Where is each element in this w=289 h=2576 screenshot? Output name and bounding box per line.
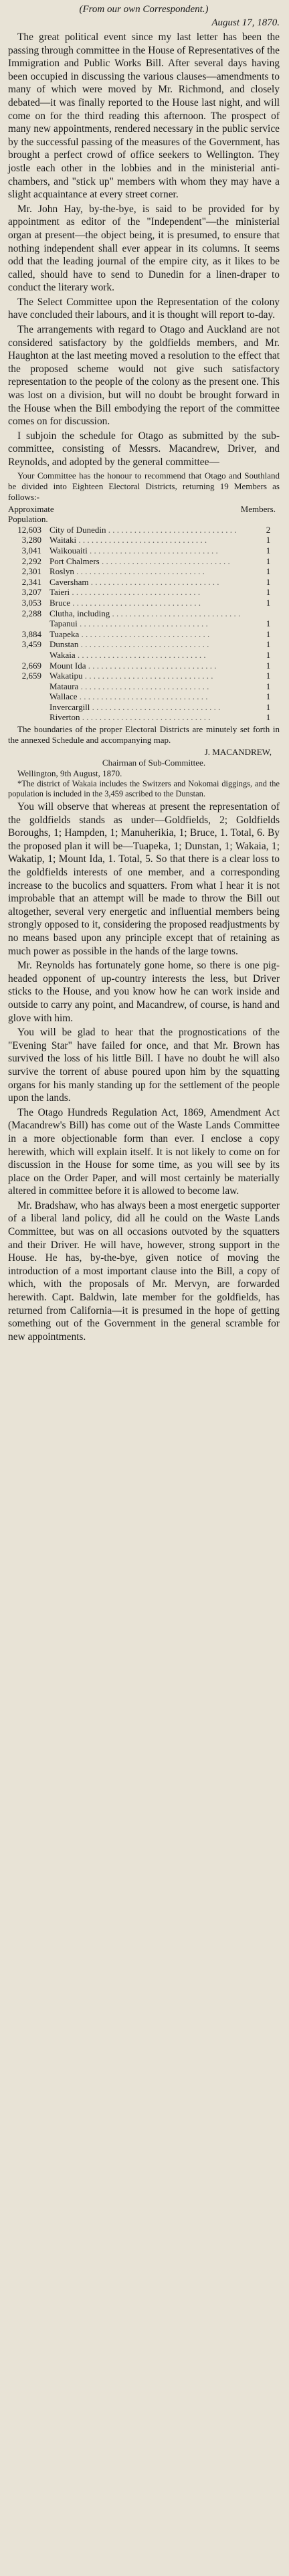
district-name: Port Chalmers . . . . . . . . . . . . . . . . . . . . . . . . . . . . . . (50, 555, 230, 566)
members-value: 1 (266, 628, 271, 639)
dot-leader: . . . . . . . . . . . . . . . . . . . . . . . . . . . . . . (78, 639, 209, 650)
dot-leader: . . . . . . . . . . . . . . . . . . . . . . . . . . . . . . (99, 555, 230, 566)
schedule-row (8, 525, 280, 535)
population-value: 2,341 (21, 576, 41, 587)
signature-name: J. MACANDREW, (204, 747, 272, 758)
dot-leader: . . . . . . . . . . . . . . . . . . . . . . . . . . . . . . (90, 701, 221, 712)
schedule-row (8, 535, 280, 545)
members-value: 1 (266, 587, 271, 598)
members-value: 1 (266, 639, 271, 650)
paragraph: You will observe that whereas at present the representation of the goldfields stands as under—Goldfields, 2; Goldfields Boroughs, 1; Hampden, 1; Manuherikia, 1; Bruce, 1. Total, 6. By the proposed plan it will be—Tuapeka, 1; Dunstan, 1; Wakaia, 1; Wakatip, 1; Mount Ida, 1. Total, 5. So that there is a clear loss to the goldfields interests of one member, and a corresponding increase to the bucolics and squatters. From what I hear it is not improbable that an attempt will be made to throw the Bill out altogether, several very energetic and influential members being strongly opposed to it, considering the proposed readjustments by no means based upon any principle except that of retaining as much power as possible in the hands of the large towns. (8, 801, 280, 957)
members-value: 1 (266, 691, 271, 702)
dot-leader: . . . . . . . . . . . . . . . . . . . . . . . . . . . . . . (86, 660, 217, 671)
district-name: Bruce . . . . . . . . . . . . . . . . . . . . . . . . . . . . . . (50, 597, 201, 608)
paragraph: Mr. John Hay, by-the-bye, is said to be provided for by appointment as editor of the "Independent"—the ministerial organ at present—the object being, it is presumed, to ensure that nothing independent shall ever appear in its columns. It seems odd that the leading journal of the empire city, as it likes to be called, should have to send to Dunedin for a linen-draper to conduct the literary work. (8, 203, 280, 294)
population-value: 3,280 (21, 535, 41, 545)
paragraph: The great political event since my last letter has been the passing through committee in the House of Representatives of the Immigration and Public Works Bill. After several days having been occupied in discussing the various clauses—amendments to many of which were moved by Mr. Richmond, and closely debated—it was finally reported to the House last night, and will come on for the third reading this afternoon. The prospect of many new appointments, rendered necessary in the public service by the successful passing of the measures of the Government, has brought a perfect crowd of office seekers to Wellington. They jostle each other in the lobbies and in the ministerial anti-chambers, and "stick up" members with whom they may have a slight acquaintance at every street corner. (8, 31, 280, 201)
dot-leader: . . . . . . . . . . . . . . . . . . . . . . . . . . . . . . (70, 597, 201, 608)
schedule-rows (8, 525, 280, 723)
signature-title: Chairman of Sub-Committee. (102, 758, 206, 768)
members-value: 1 (266, 681, 271, 691)
dot-leader: . . . . . . . . . . . . . . . . . . . . . . . . . . . . . . (110, 608, 241, 618)
district-name: Riverton . . . . . . . . . . . . . . . . . . . . . . . . . . . . . . (50, 712, 211, 723)
schedule-row (8, 671, 280, 681)
district-name: Wakatipu . . . . . . . . . . . . . . . . . . . . . . . . . . . . . . (50, 671, 213, 681)
dot-leader: . . . . . . . . . . . . . . . . . . . . . . . . . . . . . . (82, 671, 213, 681)
paragraph: You will be glad to hear that the prognostications of the "Evening Star" have failed for once, and that Mr. Brown has survived the loss of his little Bill. I have no doubt he will also survive the torrent of abuse poured upon him by the squatting organs for his manly standing up for the settlement of the people upon the lands. (8, 1027, 280, 1104)
members-value: 1 (266, 555, 271, 566)
district-name: Roslyn . . . . . . . . . . . . . . . . . . . . . . . . . . . . . . (50, 566, 205, 577)
dot-leader: . . . . . . . . . . . . . . . . . . . . . . . . . . . . . . (75, 649, 206, 660)
members-header: Members. (240, 503, 276, 514)
dot-leader: . . . . . . . . . . . . . . . . . . . . . . . . . . . . . . (106, 524, 237, 535)
members-value: 1 (266, 712, 271, 723)
dot-leader: . . . . . . . . . . . . . . . . . . . . . . . . . . . . . . (70, 587, 201, 598)
population-value: 2,669 (21, 660, 41, 671)
population-value: 3,884 (21, 628, 41, 639)
population-value: 3,459 (21, 639, 41, 650)
district-name: Wallace . . . . . . . . . . . . . . . . . . . . . . . . . . . . . . (50, 691, 208, 702)
dot-leader: . . . . . . . . . . . . . . . . . . . . . . . . . . . . . . (80, 712, 211, 723)
committee-report-intro: Your Committee has the honour to recommend that Otago and Southland be divided into Eighteen Electoral Districts, returning 19 Members as follows:- (8, 470, 280, 502)
district-name: Invercargill . . . . . . . . . . . . . . . . . . . . . . . . . . . . . . (50, 701, 221, 712)
members-value: 1 (266, 545, 271, 555)
schedule-row (8, 618, 280, 629)
schedule-row (8, 598, 280, 608)
district-name: Wakaia . . . . . . . . . . . . . . . . . . . . . . . . . . . . . . (50, 649, 206, 660)
schedule-row (8, 691, 280, 702)
population-value: 3,207 (21, 587, 41, 598)
schedule-row (8, 650, 280, 661)
electoral-schedule (8, 504, 280, 723)
members-value: 1 (266, 618, 271, 629)
dot-leader: . . . . . . . . . . . . . . . . . . . . . . . . . . . . . . (88, 576, 219, 587)
population-value: 2,659 (21, 671, 41, 681)
members-value: 2 (266, 524, 271, 535)
signature-place-date: Wellington, 9th August, 1870. (17, 768, 122, 779)
schedule-row (8, 661, 280, 671)
district-name: Tapanui . . . . . . . . . . . . . . . . . . . . . . . . . . . . . . (50, 618, 208, 629)
population-header: Approximate Population. (8, 503, 54, 525)
paragraph: Mr. Bradshaw, who has always been a most energetic supporter of a liberal land policy, did all he could on the Waste Lands Committee, but was on all occasions outvoted by the squatters and their Driver. He will have, however, strong support in the House. He has, by-the-bye, given notice of moving the introduction of a most important clause into the Bill, a copy of which, with the proposals of Mr. Mervyn, are forwarded herewith. Capt. Baldwin, late member for the goldfields, has returned from California—it is presumed in the hope of getting something out of the Government in the general scramble for new appointments. (8, 1199, 280, 1343)
members-value: 1 (266, 660, 271, 671)
members-value: 1 (266, 701, 271, 712)
district-name: Dunstan . . . . . . . . . . . . . . . . . . . . . . . . . . . . . . (50, 639, 209, 650)
district-name: Mataura . . . . . . . . . . . . . . . . . . . . . . . . . . . . . . (50, 681, 209, 691)
paragraph: The Otago Hundreds Regulation Act, 1869, Amendment Act (Macandrew's Bill) has come out of the Waste Lands Committee in a more objectionable form than ever. I enclose a copy herewith, which will explain itself. It is not likely to come on for discussion in the House for some time, as you will see by its place on the Order Paper, and will most certainly be materially altered in committee before it is allowed to become law. (8, 1106, 280, 1197)
dateline: (From our own Correspondent.) (79, 4, 209, 15)
dot-leader: . . . . . . . . . . . . . . . . . . . . . . . . . . . . . . (79, 628, 210, 639)
schedule-header (8, 504, 280, 525)
district-name: Waikouaiti . . . . . . . . . . . . . . . . . . . . . . . . . . . . . . (50, 545, 218, 555)
members-value: 1 (266, 566, 271, 577)
district-name: Caversham . . . . . . . . . . . . . . . . . . . . . . . . . . . . . . (50, 576, 219, 587)
schedule-row (8, 712, 280, 723)
population-value: 12,603 (17, 524, 41, 535)
paragraph: The arrangements with regard to Otago and Auckland are not considered satisfactory by the goldfields members, and Mr. Haughton at the last meeting moved a resolution to the effect that the proposed scheme would not give such satisfactory representation to the people of the colony as the present one. This was lost on a division, but will no doubt be brought forward in the House when the Bill embodying the report of the committee comes on for discussion. (8, 324, 280, 428)
schedule-row (8, 556, 280, 567)
members-value: 1 (266, 671, 271, 681)
schedule-row (8, 639, 280, 650)
district-name: Clutha, including . . . . . . . . . . . . . . . . . . . . . . . . . . . . . . (50, 608, 241, 618)
dot-leader: . . . . . . . . . . . . . . . . . . . . . . . . . . . . . . (77, 691, 208, 702)
district-name: Taieri . . . . . . . . . . . . . . . . . . . . . . . . . . . . . . (50, 587, 201, 598)
population-value: 2,292 (21, 555, 41, 566)
dot-leader: . . . . . . . . . . . . . . . . . . . . . . . . . . . . . . (74, 566, 205, 577)
footnote: *The district of Wakaia includes the Switzers and Nokomai diggings, and the population is included in the 3,459 ascribed to the Dunstan. (8, 779, 280, 799)
members-value: 1 (266, 576, 271, 587)
members-value: 1 (266, 535, 271, 545)
dot-leader: . . . . . . . . . . . . . . . . . . . . . . . . . . . . . . (87, 545, 218, 555)
article-date: August 17, 1870. (211, 17, 280, 28)
schedule-row (8, 577, 280, 588)
dot-leader: . . . . . . . . . . . . . . . . . . . . . . . . . . . . . . (77, 618, 208, 629)
district-name: Mount Ida . . . . . . . . . . . . . . . . . . . . . . . . . . . . . . (50, 660, 217, 671)
district-name: Tuapeka . . . . . . . . . . . . . . . . . . . . . . . . . . . . . . (50, 628, 210, 639)
paragraph: The Select Committee upon the Representation of the colony have concluded their labours, and it is thought will report to-day. (8, 296, 280, 321)
members-value: 1 (266, 597, 271, 608)
schedule-row (8, 545, 280, 556)
schedule-row (8, 566, 280, 577)
schedule-row (8, 702, 280, 713)
schedule-row (8, 629, 280, 640)
paragraph: I subjoin the schedule for Otago as submitted by the sub-committee, consisting of Messrs. Macandrew, Driver, and Reynolds, and adopted by the general committee— (8, 430, 280, 468)
members-value: 1 (266, 649, 271, 660)
dot-leader: . . . . . . . . . . . . . . . . . . . . . . . . . . . . . . (76, 535, 207, 545)
dot-leader: . . . . . . . . . . . . . . . . . . . . . . . . . . . . . . (78, 681, 209, 691)
population-value: 3,053 (21, 597, 41, 608)
paragraph: Mr. Reynolds has fortunately gone home, so there is one pig-headed opponent of up-country interests the less, but Driver sticks to the House, and you know how he can work inside and outside to carry any point, and Macandrew, of course, is hand and glove with him. (8, 960, 280, 1024)
schedule-row (8, 608, 280, 619)
district-name: Waitaki . . . . . . . . . . . . . . . . . . . . . . . . . . . . . . (50, 535, 207, 545)
schedule-row (8, 587, 280, 598)
population-value: 2,301 (21, 566, 41, 577)
population-value: 2,288 (21, 608, 41, 618)
schedule-row (8, 681, 280, 692)
district-name: City of Dunedin . . . . . . . . . . . . . . . . . . . . . . . . . . . . . . (50, 524, 237, 535)
population-value: 3,041 (21, 545, 41, 555)
boundaries-note: The boundaries of the proper Electoral Districts are minutely set forth in the annexed Schedule and accompanying map. (8, 724, 280, 746)
